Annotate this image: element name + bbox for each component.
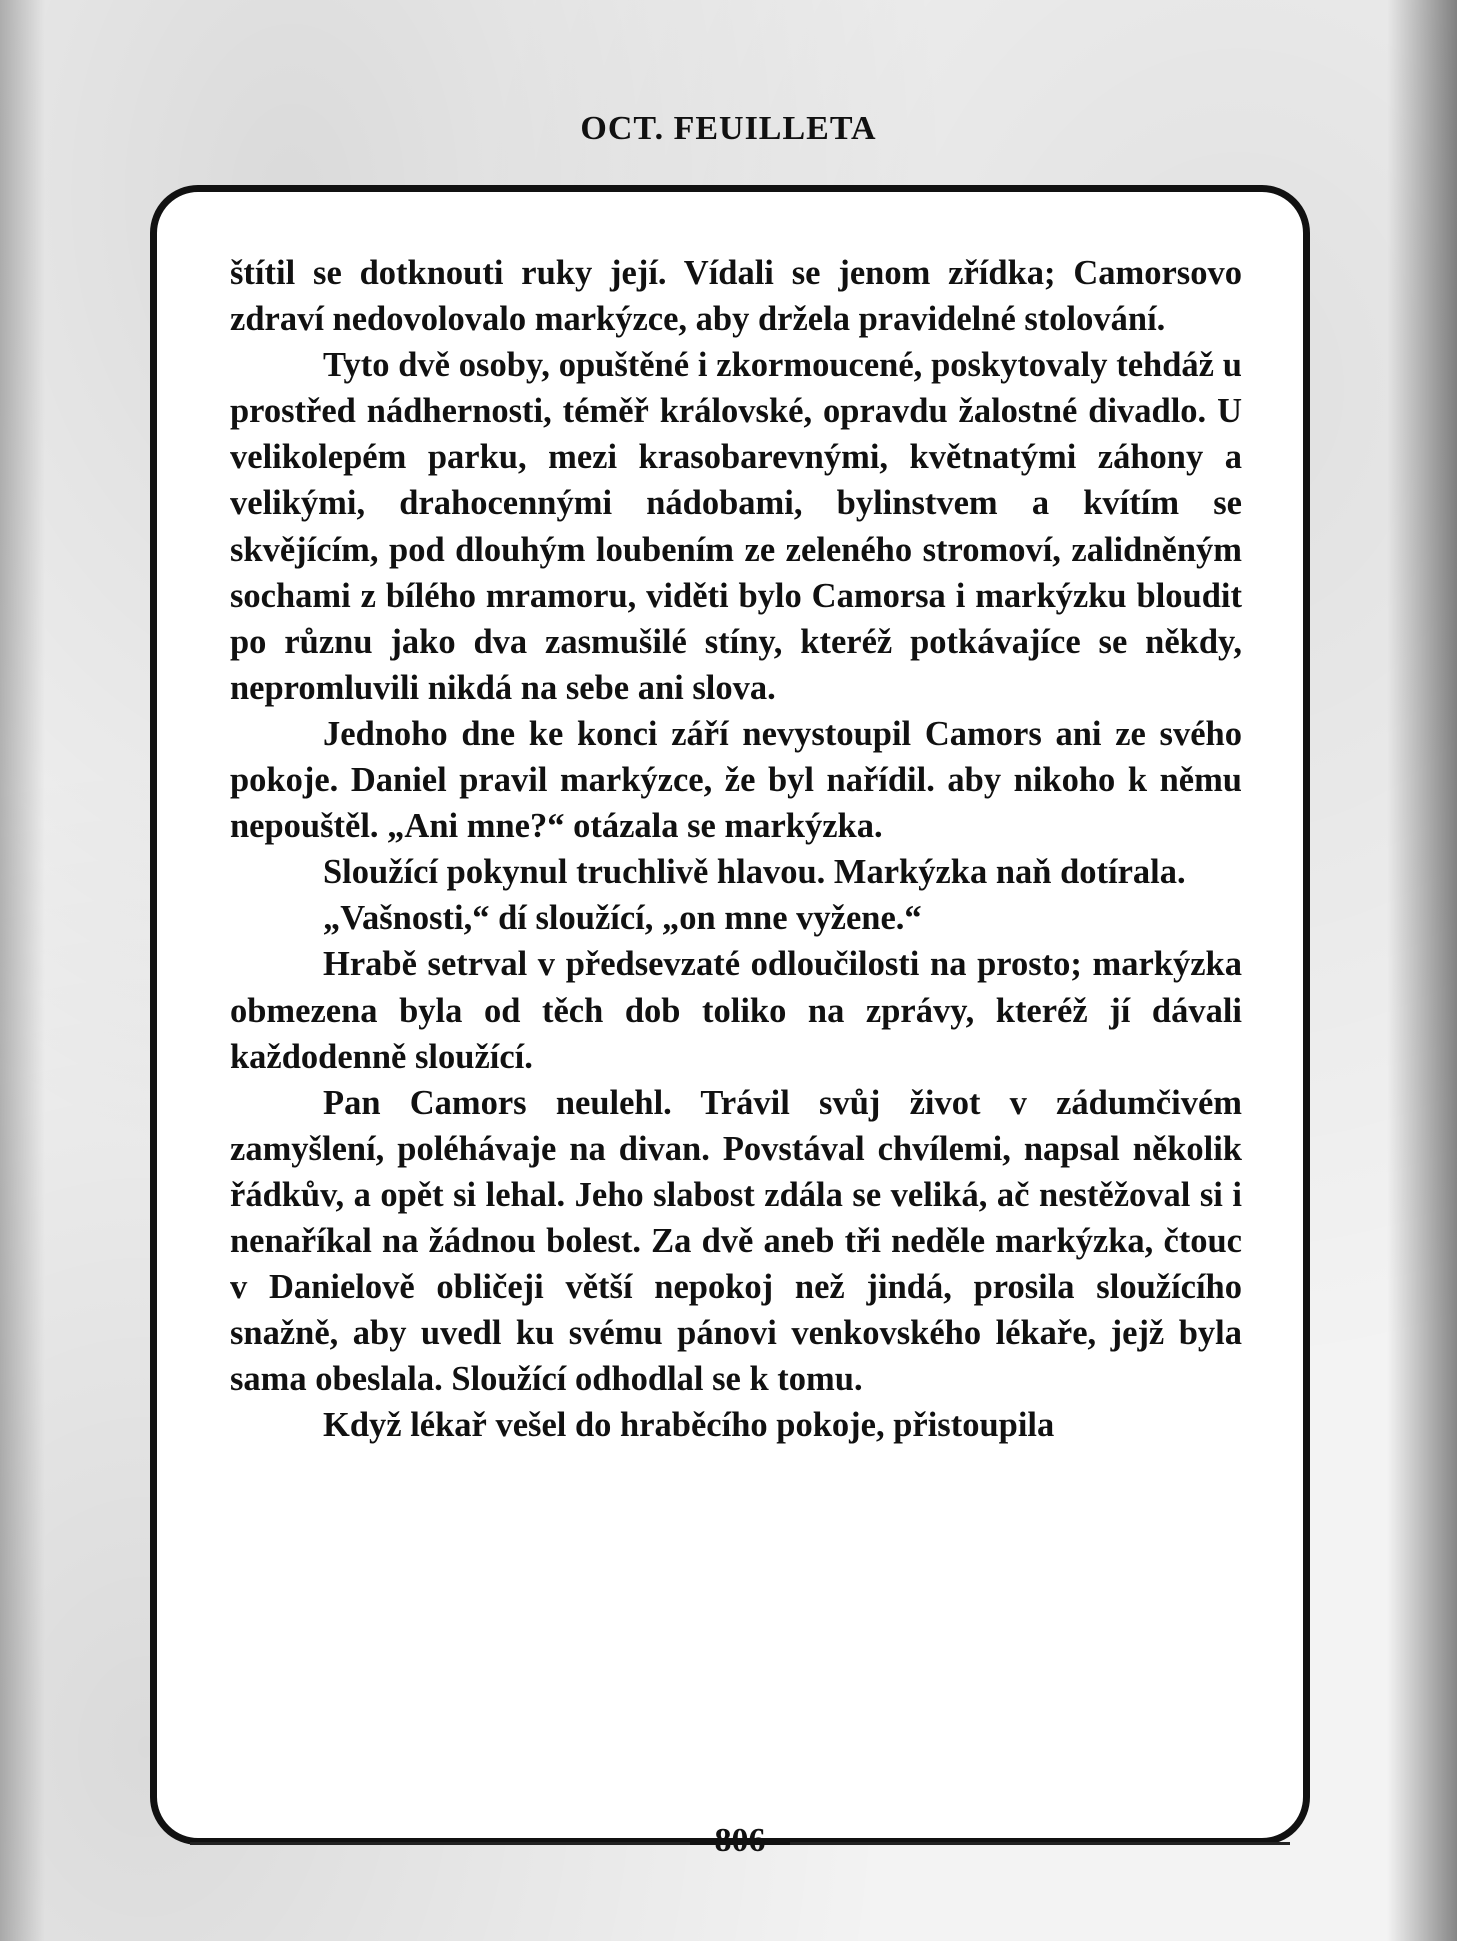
page-footer bbox=[0, 1818, 1457, 1868]
paragraph-8: Když lékař vešel do hraběcího pokoje, přistoupila bbox=[323, 1406, 1055, 1445]
page-edge-shadow-right bbox=[1387, 0, 1457, 1941]
footer-rule-left bbox=[190, 1842, 690, 1845]
paragraph-6: Hrabě setrval v předsevzaté odloučilosti na prosto; markýzka obmezena byla od těch dob toliko na zprávy, kteréž jí dávali každodenně sloužící. bbox=[230, 945, 1242, 1076]
paragraph-4: Sloužící pokynul truchlivě hlavou. Markýzka naň dotírala. bbox=[323, 853, 1186, 892]
body-text bbox=[230, 250, 1242, 1448]
page-number: 806 bbox=[714, 1822, 766, 1859]
paragraph-3: Jednoho dne ke konci září nevystoupil Camors ani ze svého pokoje. Daniel pravil markýzce, že byl nařídil. aby nikoho k němu nepouštěl. „Ani mne?“ otázala se markýzka. bbox=[230, 714, 1242, 846]
paragraph-7: Pan Camors neulehl. Trávil svůj život v zádumčivém zamyšlení, poléhávaje na divan. Povstával chvílemi, napsal několik řádkův, a opět si lehal. Jeho slabost zdála se veliká, ač nestěžoval si i nenaříkal na žádnou bolest. Za dvě aneb tři neděle markýzka, čtouc v Danielově obličeji větší nepokoj než jindá, prosila sloužícího snažně, aby uvedl ku svému pánovi venkovského lékaře, jejž byla sama obeslala. Sloužící odhodlal se k tomu. bbox=[230, 1083, 1242, 1399]
paragraph-5: „Vašnosti,“ dí sloužící, „on mne vyžene.“ bbox=[323, 899, 922, 938]
paragraph-2: Tyto dvě osoby, opuštěné i zkormoucené, poskytovaly tehdáž u prostřed nádhernosti, téměř královské, opravdu žalostné divadlo. U velikolepém parku, mezi krasobarevnými, květnatými záhony a velikými, drahocennými nádobami, bylinstvem a kvítím se skvějícím, pod dlouhým loubením ze zeleného stromoví, zalidněným sochami z bílého mramoru, viděti bylo Camorsa i markýzku bloudit po různu jako dva zasmušilé stíny, kteréž potkávajíce se někdy, nepromluvili nikdá na sebe ani slova. bbox=[230, 346, 1242, 707]
running-header: OCT. FEUILLETA bbox=[580, 110, 877, 147]
footer-rule-right bbox=[790, 1842, 1290, 1845]
page-edge-shadow-left bbox=[0, 0, 45, 1941]
paragraph-1: štítil se dotknouti ruky její. Vídali se jenom zřídka; Camorsovo zdraví nedovolovalo markýzce, aby držela pravidelné stolování. bbox=[230, 254, 1242, 339]
